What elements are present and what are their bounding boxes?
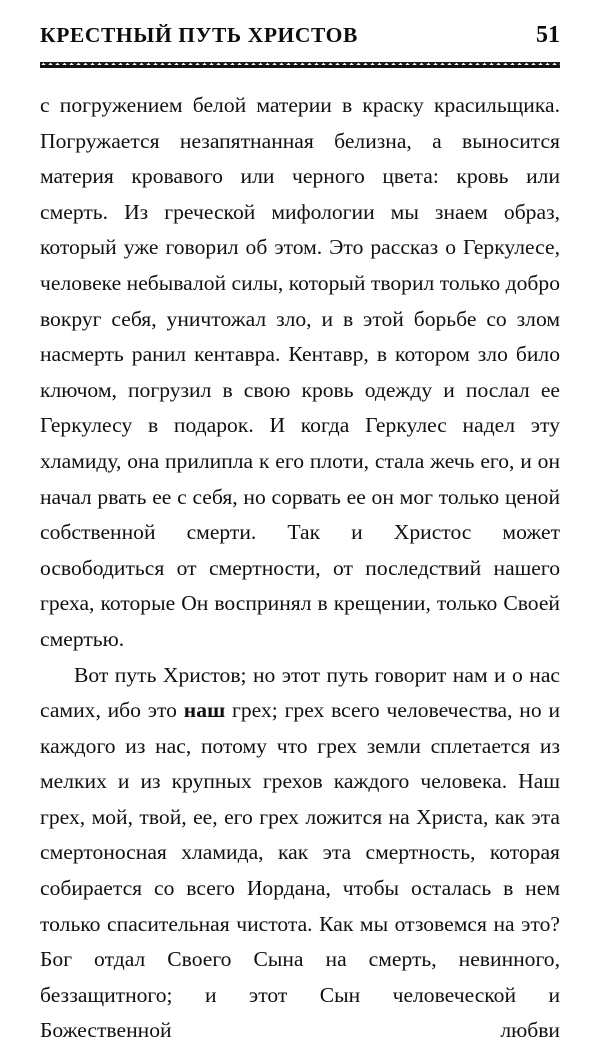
paragraph-second — [40, 658, 560, 1049]
paragraph-continuation: с погружением белой материи в краску красильщика. Погружается незапятнанная белизна, а выносится материя кровавого или черного цвета: кровь или смерть. Из греческой мифологии мы знаем образ, который уже говорил об этом. Это рассказ о Геркулесе, человеке небывалой силы, который творил только добро вокруг себя, уничтожал зло, и в этой борьбе со злом насмерть ранил кентавра. Кентавр, в котором зло било ключом, погрузил в свою кровь одежду и послал ее Геркулесу в подарок. И когда Геркулес надел эту хламиду, она прилипла к его плоти, стала жечь его, и он начал рвать ее с себя, но сорвать ее он мог только ценой собственной смерти. Так и Христос может освободиться от смертности, от последствий нашего греха, которые Он воспринял в крещении, только Своей смертью. — [40, 88, 560, 658]
rule-zigzag — [40, 62, 560, 71]
zigzag-rule-ornament — [40, 62, 560, 71]
paragraph-second-text: Вот путь Христов; но этот путь говорит нам и о нас самих, ибо это наш грех; грех всего человечества, но и каждого из нас, потому что грех земли сплетается из мелких и из крупных грехов каждого человека. Наш грех, мой, твой, ее, его грех ложится на Христа, как эта смертоносная хламида, как эта смертность, которая собирается со всего Иордана, чтобы осталась в нем только спасительная чистота. Как мы отзовемся на это? Бог отдал Своего Сына на смерть, невинного, беззащитного; и этот Сын человеческой и Божественной любви — [40, 663, 560, 1043]
running-title: КРЕСТНЫЙ ПУТЬ ХРИСТОВ — [40, 23, 358, 48]
page-header — [40, 22, 560, 49]
page-number: 51 — [536, 22, 560, 49]
emphasis-word: наш — [184, 698, 225, 722]
body-text-column — [40, 88, 560, 963]
